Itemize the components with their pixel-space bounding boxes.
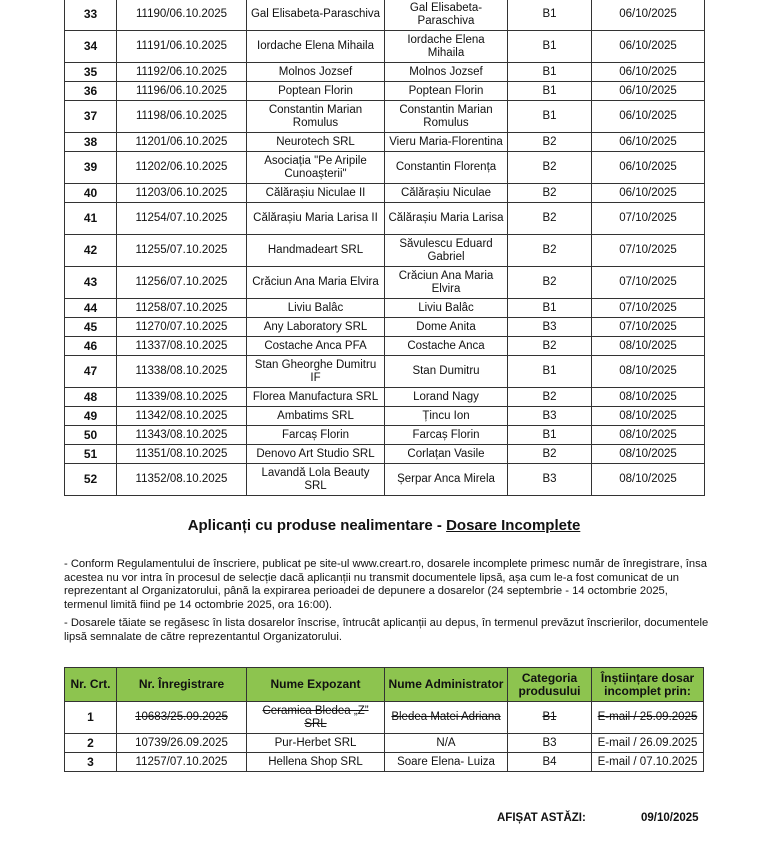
section-title bbox=[0, 517, 768, 534]
product-category: B2 bbox=[508, 445, 592, 464]
registration-date: 08/10/2025 bbox=[592, 407, 705, 426]
exhibitor-name: Costache Anca PFA bbox=[247, 337, 385, 356]
registration-number: 11352/08.10.2025 bbox=[117, 464, 247, 496]
notice-method: E-mail / 26.09.2025 bbox=[592, 734, 704, 753]
row-number: 33 bbox=[65, 0, 117, 31]
product-category: B1 bbox=[508, 82, 592, 101]
product-category: B3 bbox=[508, 407, 592, 426]
row-number: 47 bbox=[65, 356, 117, 388]
row-number: 2 bbox=[65, 734, 117, 753]
administrator-name: Costache Anca bbox=[385, 337, 508, 356]
product-category: B4 bbox=[508, 753, 592, 772]
administrator-name: Bledea Matei Adriana bbox=[385, 702, 508, 734]
row-number: 35 bbox=[65, 63, 117, 82]
exhibitor-name: Iordache Elena Mihaila bbox=[247, 31, 385, 63]
registration-date: 08/10/2025 bbox=[592, 388, 705, 407]
table-row bbox=[65, 356, 705, 388]
registration-date: 07/10/2025 bbox=[592, 235, 705, 267]
header-row bbox=[65, 668, 704, 702]
table-row bbox=[65, 101, 705, 133]
registration-number: 11258/07.10.2025 bbox=[117, 299, 247, 318]
product-category: B2 bbox=[508, 152, 592, 184]
header-category: Categoria produsului bbox=[508, 668, 592, 702]
section-title-prefix: Aplicanți cu produse nealimentare - bbox=[187, 517, 447, 534]
exhibitor-name: Gal Elisabeta-Paraschiva bbox=[247, 0, 385, 31]
row-number: 50 bbox=[65, 426, 117, 445]
registered-applicants-table bbox=[64, 0, 705, 496]
row-number: 40 bbox=[65, 184, 117, 203]
administrator-name: N/A bbox=[385, 734, 508, 753]
product-category: B1 bbox=[508, 63, 592, 82]
exhibitor-name: Stan Gheorghe Dumitru IF bbox=[247, 356, 385, 388]
registration-date: 07/10/2025 bbox=[592, 203, 705, 235]
table-row bbox=[65, 82, 705, 101]
row-number: 44 bbox=[65, 299, 117, 318]
product-category: B2 bbox=[508, 203, 592, 235]
administrator-name: Liviu Balâc bbox=[385, 299, 508, 318]
exhibitor-name: Hellena Shop SRL bbox=[247, 753, 385, 772]
table-row bbox=[65, 753, 704, 772]
posted-today-label: AFIȘAT ASTĂZI: bbox=[497, 812, 586, 824]
table-row bbox=[65, 0, 705, 31]
registration-date: 08/10/2025 bbox=[592, 356, 705, 388]
table-row bbox=[65, 133, 705, 152]
registration-number: 11198/06.10.2025 bbox=[117, 101, 247, 133]
registration-number: 11203/06.10.2025 bbox=[117, 184, 247, 203]
section-title-underlined: Dosare Incomplete bbox=[446, 517, 581, 534]
product-category: B1 bbox=[508, 356, 592, 388]
registration-date: 06/10/2025 bbox=[592, 0, 705, 31]
header-registration: Nr. Înregistrare bbox=[117, 668, 247, 702]
exhibitor-name: Călărașiu Maria Larisa II bbox=[247, 203, 385, 235]
product-category: B2 bbox=[508, 337, 592, 356]
exhibitor-name: Asociația "Pe Aripile Cunoașterii" bbox=[247, 152, 385, 184]
exhibitor-name: Molnos Jozsef bbox=[247, 63, 385, 82]
registration-date: 06/10/2025 bbox=[592, 152, 705, 184]
table-row bbox=[65, 318, 705, 337]
registration-date: 07/10/2025 bbox=[592, 267, 705, 299]
administrator-name: Poptean Florin bbox=[385, 82, 508, 101]
registration-date: 06/10/2025 bbox=[592, 184, 705, 203]
exhibitor-name: Constantin Marian Romulus bbox=[247, 101, 385, 133]
exhibitor-name: Călărașiu Niculae II bbox=[247, 184, 385, 203]
registration-number: 11191/06.10.2025 bbox=[117, 31, 247, 63]
row-number: 48 bbox=[65, 388, 117, 407]
table-row bbox=[65, 445, 705, 464]
product-category: B3 bbox=[508, 464, 592, 496]
registration-number: 11342/08.10.2025 bbox=[117, 407, 247, 426]
row-number: 42 bbox=[65, 235, 117, 267]
administrator-name: Stan Dumitru bbox=[385, 356, 508, 388]
exhibitor-name: Lavandă Lola Beauty SRL bbox=[247, 464, 385, 496]
registration-number: 11351/08.10.2025 bbox=[117, 445, 247, 464]
product-category: B3 bbox=[508, 318, 592, 337]
row-number: 38 bbox=[65, 133, 117, 152]
registration-date: 06/10/2025 bbox=[592, 101, 705, 133]
row-number: 36 bbox=[65, 82, 117, 101]
administrator-name: Soare Elena- Luiza bbox=[385, 753, 508, 772]
product-category: B1 bbox=[508, 426, 592, 445]
registration-number: 11338/08.10.2025 bbox=[117, 356, 247, 388]
exhibitor-name: Neurotech SRL bbox=[247, 133, 385, 152]
header-administrator: Nume Administrator bbox=[385, 668, 508, 702]
row-number: 45 bbox=[65, 318, 117, 337]
row-number: 39 bbox=[65, 152, 117, 184]
administrator-name: Vieru Maria-Florentina bbox=[385, 133, 508, 152]
product-category: B2 bbox=[508, 184, 592, 203]
administrator-name: Călărașiu Niculae bbox=[385, 184, 508, 203]
product-category: B1 bbox=[508, 0, 592, 31]
exhibitor-name: Ceramica Bledea „Z” SRL bbox=[247, 702, 385, 734]
administrator-name: Constantin Marian Romulus bbox=[385, 101, 508, 133]
table-row bbox=[65, 426, 705, 445]
registration-number: 11339/08.10.2025 bbox=[117, 388, 247, 407]
product-category: B1 bbox=[508, 31, 592, 63]
table-row bbox=[65, 203, 705, 235]
table-row bbox=[65, 267, 705, 299]
product-category: B1 bbox=[508, 101, 592, 133]
table-row bbox=[65, 31, 705, 63]
table-row bbox=[65, 63, 705, 82]
exhibitor-name: Ambatims SRL bbox=[247, 407, 385, 426]
notice-method: E-mail / 25.09.2025 bbox=[592, 702, 704, 734]
exhibitor-name: Crăciun Ana Maria Elvira bbox=[247, 267, 385, 299]
administrator-name: Farcaș Florin bbox=[385, 426, 508, 445]
exhibitor-name: Poptean Florin bbox=[247, 82, 385, 101]
header-exhibitor: Nume Expozant bbox=[247, 668, 385, 702]
registration-number: 11190/06.10.2025 bbox=[117, 0, 247, 31]
table-row bbox=[65, 407, 705, 426]
registration-number: 11256/07.10.2025 bbox=[117, 267, 247, 299]
exhibitor-name: Farcaș Florin bbox=[247, 426, 385, 445]
table-row bbox=[65, 734, 704, 753]
registration-date: 07/10/2025 bbox=[592, 318, 705, 337]
administrator-name: Șerpar Anca Mirela bbox=[385, 464, 508, 496]
row-number: 46 bbox=[65, 337, 117, 356]
header-nr-crt: Nr. Crt. bbox=[65, 668, 117, 702]
row-number: 1 bbox=[65, 702, 117, 734]
exhibitor-name: Florea Manufactura SRL bbox=[247, 388, 385, 407]
incomplete-files-table bbox=[64, 667, 704, 772]
exhibitor-name: Denovo Art Studio SRL bbox=[247, 445, 385, 464]
exhibitor-name: Handmadeart SRL bbox=[247, 235, 385, 267]
administrator-name: Călărașiu Maria Larisa bbox=[385, 203, 508, 235]
registration-number: 11202/06.10.2025 bbox=[117, 152, 247, 184]
registration-number: 10739/26.09.2025 bbox=[117, 734, 247, 753]
administrator-name: Lorand Nagy bbox=[385, 388, 508, 407]
product-category: B2 bbox=[508, 133, 592, 152]
table-row bbox=[65, 388, 705, 407]
posted-today-date: 09/10/2025 bbox=[641, 812, 699, 824]
administrator-name: Crăciun Ana Maria Elvira bbox=[385, 267, 508, 299]
registration-number: 11196/06.10.2025 bbox=[117, 82, 247, 101]
registration-date: 06/10/2025 bbox=[592, 133, 705, 152]
administrator-name: Țincu Ion bbox=[385, 407, 508, 426]
registration-date: 08/10/2025 bbox=[592, 464, 705, 496]
registration-number: 11192/06.10.2025 bbox=[117, 63, 247, 82]
table-row bbox=[65, 299, 705, 318]
row-number: 52 bbox=[65, 464, 117, 496]
product-category: B2 bbox=[508, 235, 592, 267]
registration-number: 11201/06.10.2025 bbox=[117, 133, 247, 152]
product-category: B1 bbox=[508, 702, 592, 734]
row-number: 3 bbox=[65, 753, 117, 772]
notice-method: E-mail / 07.10.2025 bbox=[592, 753, 704, 772]
registration-date: 08/10/2025 bbox=[592, 445, 705, 464]
registration-date: 07/10/2025 bbox=[592, 299, 705, 318]
administrator-name: Săvulescu Eduard Gabriel bbox=[385, 235, 508, 267]
row-number: 49 bbox=[65, 407, 117, 426]
registration-date: 08/10/2025 bbox=[592, 337, 705, 356]
registration-date: 06/10/2025 bbox=[592, 63, 705, 82]
product-category: B3 bbox=[508, 734, 592, 753]
table-row bbox=[65, 337, 705, 356]
note-struck-files: - Dosarele tăiate se regăsesc în lista dosarelor înscrise, întrucât aplicanții au depus, în termenul prevăzut înscrierilor, documentele lipsă semnalate de către reprezentantul Organizatorului. bbox=[64, 617, 709, 643]
exhibitor-name: Liviu Balâc bbox=[247, 299, 385, 318]
administrator-name: Molnos Jozsef bbox=[385, 63, 508, 82]
administrator-name: Dome Anita bbox=[385, 318, 508, 337]
table-row bbox=[65, 464, 705, 496]
table-row bbox=[65, 235, 705, 267]
registration-date: 08/10/2025 bbox=[592, 426, 705, 445]
exhibitor-name: Any Laboratory SRL bbox=[247, 318, 385, 337]
registration-number: 10683/25.09.2025 bbox=[117, 702, 247, 734]
registration-number: 11337/08.10.2025 bbox=[117, 337, 247, 356]
product-category: B2 bbox=[508, 388, 592, 407]
registration-number: 11343/08.10.2025 bbox=[117, 426, 247, 445]
row-number: 34 bbox=[65, 31, 117, 63]
registration-number: 11270/07.10.2025 bbox=[117, 318, 247, 337]
note-incomplete-files: - Conform Regulamentului de înscriere, publicat pe site-ul www.creart.ro, dosarele incomplete primesc număr de înregistrare, însa acestea nu vor intra în procesul de selecție dacă aplicanții nu transmit documentele lipsă, așa cum le-a fost comunicat de un reprezentant al Organizatorului, până la expirarea perioadei de depunere a dosarelor (24 septembrie - 14 octombrie 2025, termenul limită fiind pe 14 octombrie 2025, ora 16:00). bbox=[64, 558, 707, 611]
administrator-name: Iordache Elena Mihaila bbox=[385, 31, 508, 63]
registration-date: 06/10/2025 bbox=[592, 82, 705, 101]
registration-number: 11257/07.10.2025 bbox=[117, 753, 247, 772]
table-row bbox=[65, 152, 705, 184]
row-number: 41 bbox=[65, 203, 117, 235]
registration-number: 11254/07.10.2025 bbox=[117, 203, 247, 235]
exhibitor-name: Pur-Herbet SRL bbox=[247, 734, 385, 753]
registration-date: 06/10/2025 bbox=[592, 31, 705, 63]
header-notice: Înștiințare dosar incomplet prin: bbox=[592, 668, 704, 702]
registration-number: 11255/07.10.2025 bbox=[117, 235, 247, 267]
row-number: 51 bbox=[65, 445, 117, 464]
administrator-name: Constantin Florența bbox=[385, 152, 508, 184]
table-row bbox=[65, 702, 704, 734]
row-number: 37 bbox=[65, 101, 117, 133]
administrator-name: Corlațan Vasile bbox=[385, 445, 508, 464]
row-number: 43 bbox=[65, 267, 117, 299]
product-category: B2 bbox=[508, 267, 592, 299]
administrator-name: Gal Elisabeta-Paraschiva bbox=[385, 0, 508, 31]
product-category: B1 bbox=[508, 299, 592, 318]
table-row bbox=[65, 184, 705, 203]
